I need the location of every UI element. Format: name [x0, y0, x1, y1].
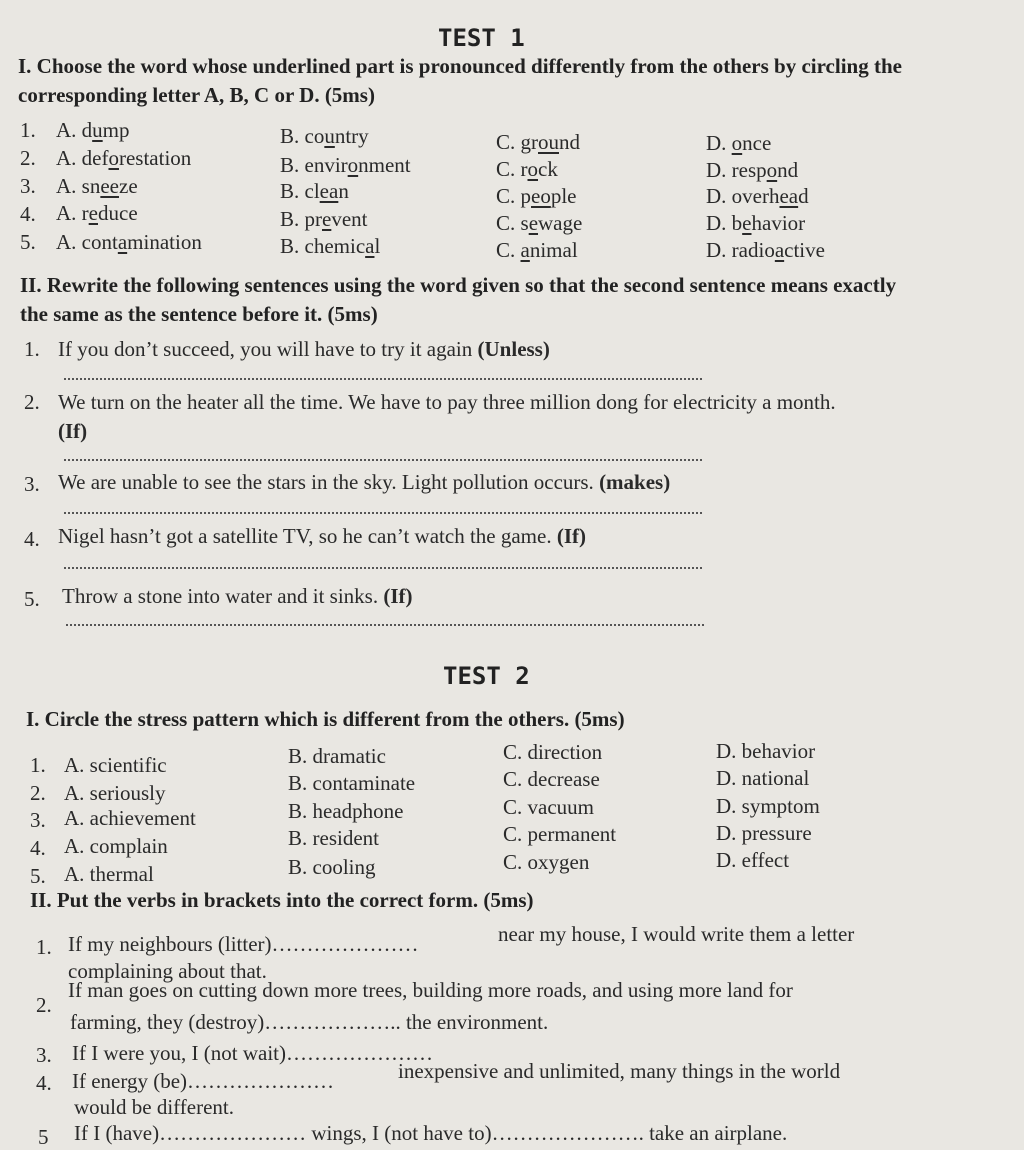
sentence: near my house, I would write them a letter	[498, 922, 855, 946]
option-a[interactable]	[56, 201, 138, 226]
option-d[interactable]	[706, 158, 798, 183]
option-text: n	[338, 179, 349, 203]
option-text: C. p	[496, 184, 532, 208]
question-number: 3.	[24, 472, 40, 496]
option-text: D. resp	[706, 158, 767, 182]
option-a[interactable]	[56, 146, 191, 171]
option-text: restation	[118, 146, 192, 170]
sentence: inexpensive and unlimited, many things in the world	[398, 1059, 841, 1083]
question-text	[58, 524, 586, 549]
question-number: 1.	[30, 753, 46, 777]
answer-line-4[interactable]	[64, 567, 702, 569]
option-a[interactable]: A. thermal	[64, 862, 154, 886]
question-number: 1.	[36, 935, 52, 959]
test2-part1-heading: I. Circle the stress pattern which is different from the others. (5ms)	[26, 707, 625, 731]
underlined-part: u	[92, 118, 103, 142]
answer-line-2[interactable]	[64, 459, 702, 461]
sentence: Nigel hasn’t got a satellite TV, so he can’t watch the game.	[58, 524, 557, 548]
question-number: 4.	[36, 1071, 52, 1095]
underlined-part: ea	[779, 184, 799, 208]
underlined-part: e	[528, 211, 539, 235]
option-b[interactable]	[280, 124, 369, 149]
sentence: We turn on the heater all the time. We have to pay three million dong for electricity a month.	[58, 390, 836, 414]
option-a[interactable]: A. scientific	[64, 753, 167, 777]
sentence[interactable]: If energy (be)…………………	[72, 1069, 335, 1093]
option-text: nment	[358, 153, 411, 177]
option-c[interactable]	[496, 211, 582, 236]
answer-line-5[interactable]	[66, 624, 704, 626]
option-c[interactable]: C. vacuum	[503, 795, 594, 819]
test1-title: TEST 1	[438, 24, 525, 52]
keyword: (makes)	[599, 470, 671, 494]
option-text: ntry	[334, 124, 369, 148]
question-number: 5.	[24, 587, 40, 611]
option-c[interactable]	[496, 184, 577, 209]
option-text: A. sn	[56, 174, 101, 198]
option-text: ctive	[784, 238, 825, 262]
option-text: nd	[559, 130, 580, 154]
question-number: 3.	[20, 174, 36, 198]
option-text: D. overh	[706, 184, 780, 208]
option-text: mination	[127, 230, 202, 254]
option-text: C.	[496, 238, 521, 262]
sentence[interactable]: If I were you, I (not wait)…………………	[72, 1041, 433, 1065]
option-text: l	[374, 234, 381, 258]
underlined-part: e	[88, 201, 98, 225]
sentence[interactable]: If I (have)………………… wings, I (not have to)…………………. take an airplane.	[74, 1121, 788, 1145]
option-c[interactable]: C. oxygen	[503, 850, 590, 874]
question-text	[62, 584, 413, 609]
underlined-part: o	[108, 146, 119, 170]
answer-line-3[interactable]	[64, 512, 702, 514]
answer-line-1[interactable]	[64, 378, 702, 380]
option-text: A. cont	[56, 230, 118, 254]
question-text	[58, 470, 670, 495]
underlined-part: o	[731, 131, 743, 155]
option-d[interactable]	[706, 211, 805, 236]
option-a[interactable]: A. seriously	[64, 781, 166, 805]
option-text: A. r	[56, 201, 89, 225]
option-text: B. cl	[280, 179, 320, 203]
sentence: If you don’t succeed, you will have to try it again	[58, 337, 478, 361]
underlined-part: eo	[531, 184, 551, 208]
option-c[interactable]	[496, 157, 558, 182]
option-text: vent	[331, 207, 368, 231]
option-b[interactable]: B. resident	[288, 826, 379, 850]
sentence: If man goes on cutting down more trees, building more roads, and using more land for	[68, 978, 793, 1002]
option-text: havior	[751, 211, 806, 235]
option-b[interactable]: B. headphone	[288, 799, 404, 823]
question-number: 4.	[24, 527, 40, 551]
option-d[interactable]: D. national	[716, 766, 810, 790]
underlined-part: a	[520, 238, 530, 262]
option-a[interactable]: A. achievement	[64, 806, 196, 830]
option-c[interactable]: C. permanent	[503, 822, 617, 846]
question-number: 5	[38, 1125, 49, 1149]
option-a[interactable]	[56, 174, 138, 199]
question-number: 5.	[20, 230, 36, 254]
keyword: (If)	[556, 524, 586, 548]
test1-part2-heading: II. Rewrite the following sentences using the word given so that the second sentence means exactly the same as the sentence before it. (5ms)	[20, 273, 897, 326]
option-text: mp	[102, 118, 130, 142]
sentence: would be different.	[74, 1095, 234, 1119]
question-number: 2.	[24, 390, 40, 414]
test2-part2-heading: II. Put the verbs in brackets into the correct form. (5ms)	[30, 888, 534, 912]
option-d[interactable]	[706, 238, 825, 263]
option-text: wage	[538, 211, 583, 235]
option-text: nce	[742, 131, 772, 155]
option-text: B. co	[280, 124, 325, 148]
option-d[interactable]: D. symptom	[716, 794, 820, 818]
option-text: C. s	[496, 211, 529, 235]
underlined-part: o	[766, 158, 778, 182]
underlined-part: u	[324, 124, 335, 148]
option-text: B. pr	[280, 207, 322, 231]
sentence: Throw a stone into water and it sinks.	[62, 584, 384, 608]
underlined-part: e	[742, 211, 752, 235]
option-b[interactable]	[280, 207, 367, 232]
question-number: 3.	[30, 808, 46, 832]
keyword: (Unless)	[477, 337, 550, 361]
option-text: B. envir	[280, 153, 348, 177]
test1-part1-heading: I. Choose the word whose underlined part is pronounced differently from the others by circling the corresponding letter A, B, C or D. (5ms)	[18, 54, 902, 107]
option-c[interactable]	[496, 130, 580, 155]
question-number: 2.	[20, 146, 36, 170]
underlined-part: ou	[538, 130, 559, 154]
option-text: A. def	[56, 146, 109, 170]
option-text: nimal	[529, 238, 578, 262]
option-text: ck	[538, 157, 558, 181]
option-text: ple	[550, 184, 577, 208]
underlined-part: a	[117, 230, 128, 254]
option-text: d	[798, 184, 809, 208]
question-number: 1.	[20, 118, 36, 142]
question-number: 5.	[30, 864, 46, 888]
test2-title: TEST 2	[443, 662, 530, 690]
question-number: 2.	[36, 993, 52, 1017]
option-text: C. gr	[496, 130, 538, 154]
underlined-part: o	[527, 157, 538, 181]
option-text: ze	[119, 174, 138, 198]
option-c[interactable]: C. direction	[503, 740, 603, 764]
question-number: 2.	[30, 781, 46, 805]
option-b[interactable]	[280, 179, 349, 204]
option-text: D.	[706, 131, 732, 155]
underlined-part: ee	[100, 174, 119, 198]
sentence: We are unable to see the stars in the sky. Light pollution occurs.	[58, 470, 600, 494]
option-d[interactable]	[706, 131, 771, 156]
underlined-part: e	[322, 207, 332, 231]
question-number: 3.	[36, 1043, 52, 1067]
sentence: complaining about that.	[68, 959, 267, 983]
option-d[interactable]: D. effect	[716, 848, 790, 872]
option-text: C. r	[496, 157, 528, 181]
keyword: (If)	[58, 419, 88, 443]
option-c[interactable]: C. decrease	[503, 767, 600, 791]
option-a[interactable]	[56, 118, 130, 143]
option-d[interactable]: D. behavior	[716, 739, 816, 763]
option-b[interactable]: B. contaminate	[288, 771, 416, 795]
question-number: 4.	[30, 836, 46, 860]
option-text: B. chemic	[280, 234, 366, 258]
sentence[interactable]: If my neighbours (litter)…………………	[68, 932, 419, 956]
option-text: D. radio	[706, 238, 775, 262]
option-a[interactable]	[56, 230, 202, 255]
option-d[interactable]	[706, 184, 809, 209]
underlined-part: a	[774, 238, 785, 262]
question-number: 4.	[20, 202, 36, 226]
sentence[interactable]: farming, they (destroy)……………….. the environment.	[70, 1010, 549, 1034]
underlined-part: ea	[319, 179, 339, 203]
underlined-part: o	[347, 153, 359, 177]
option-text: nd	[777, 158, 799, 182]
option-b[interactable]: B. cooling	[288, 855, 376, 879]
option-text: duce	[98, 201, 138, 225]
option-text: A. d	[56, 118, 93, 142]
underlined-part: a	[365, 234, 375, 258]
option-d[interactable]: D. pressure	[716, 821, 812, 845]
question-number: 1.	[24, 337, 40, 361]
option-b[interactable]	[280, 153, 411, 178]
option-b[interactable]: B. dramatic	[288, 744, 386, 768]
option-c[interactable]	[496, 238, 578, 263]
option-b[interactable]	[280, 234, 380, 259]
keyword: (If)	[383, 584, 413, 608]
option-a[interactable]: A. complain	[64, 834, 168, 858]
option-text: D. b	[706, 211, 743, 235]
question-text	[58, 337, 550, 362]
